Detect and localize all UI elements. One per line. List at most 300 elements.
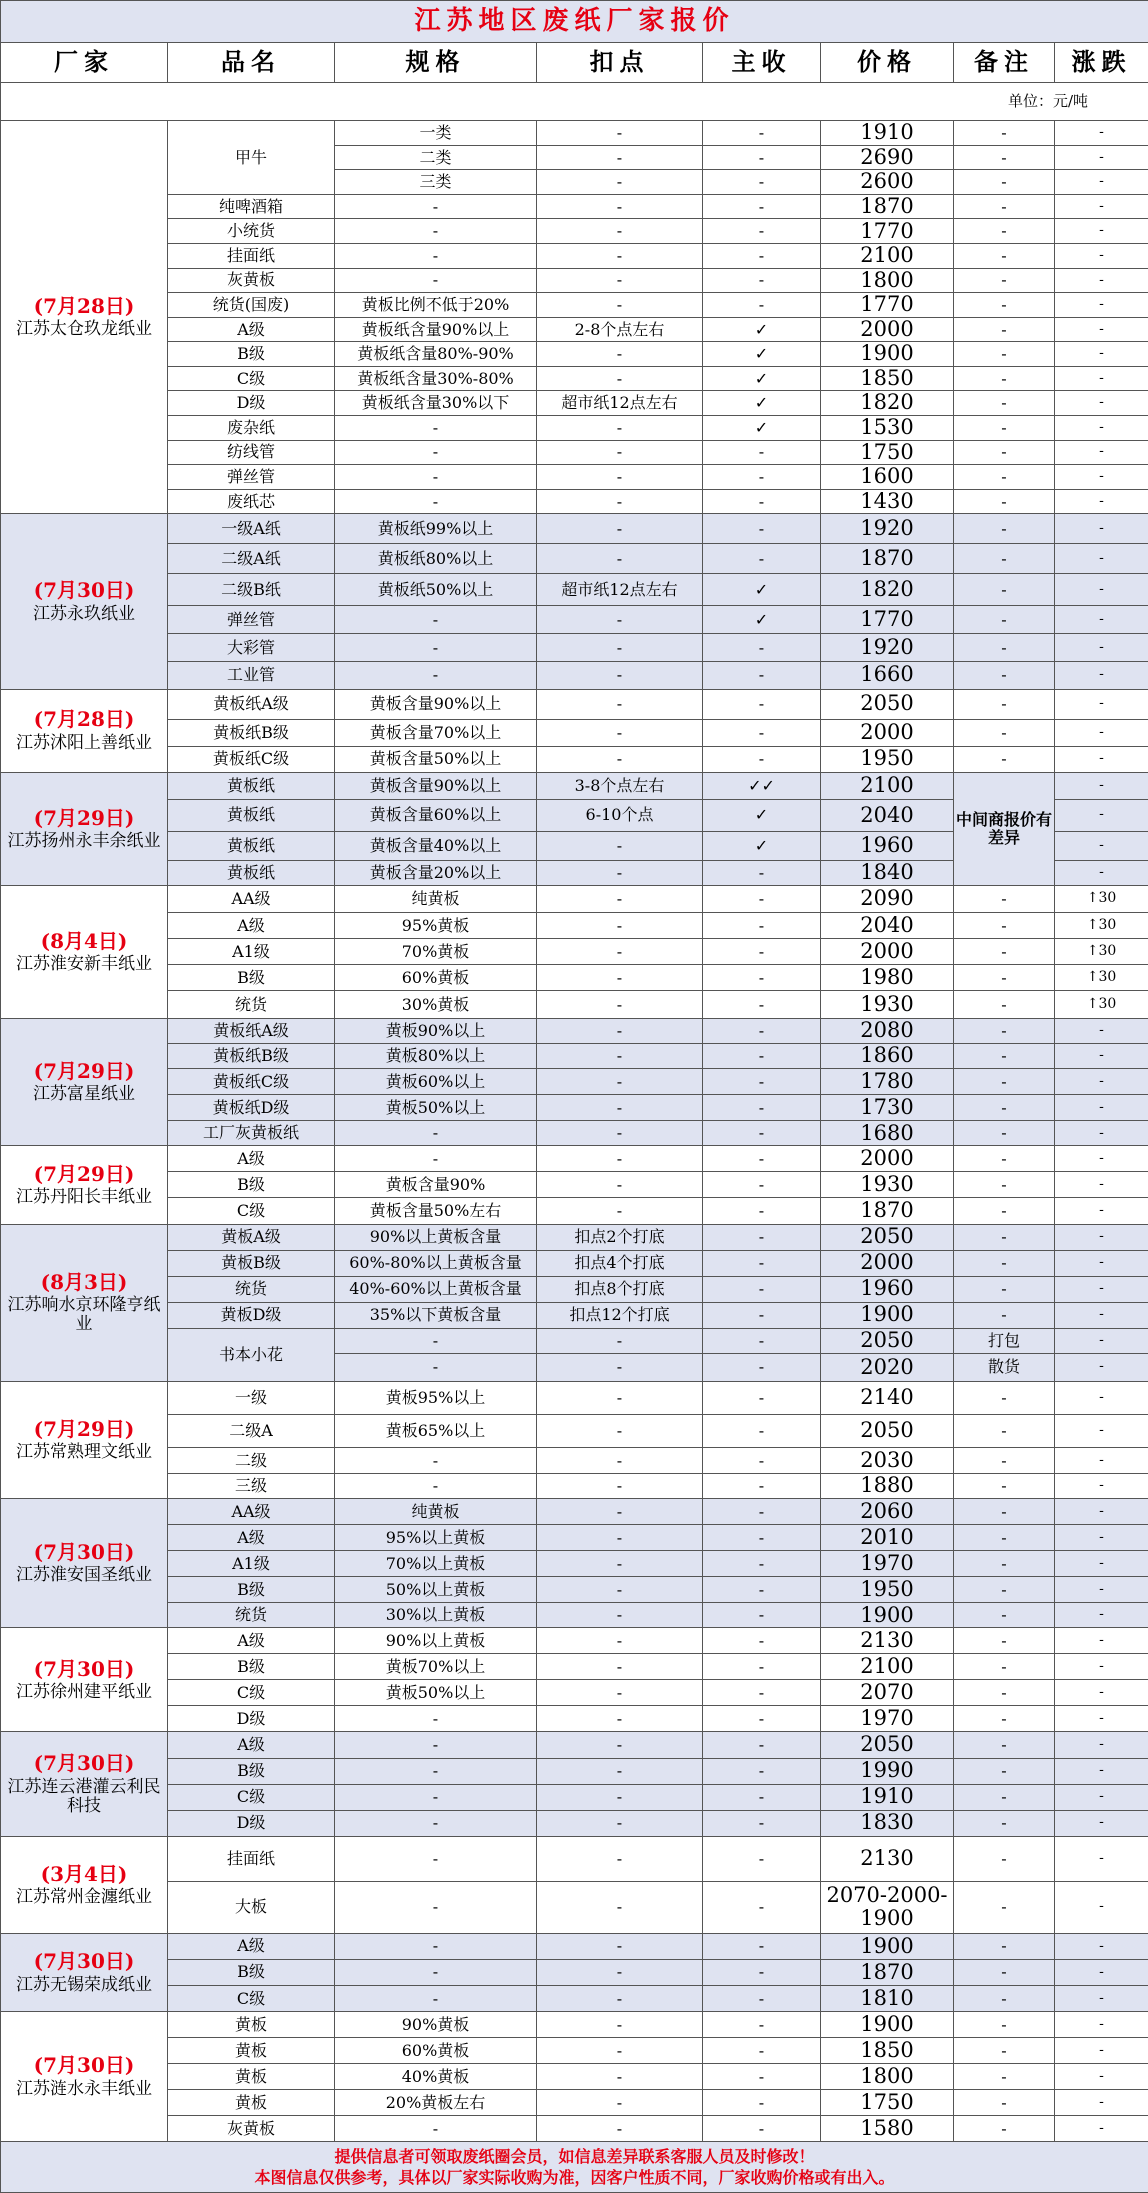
- deduct-cell: -: [537, 1603, 703, 1628]
- table-row: [1, 194, 1148, 219]
- price-cell: 2000: [821, 1146, 954, 1172]
- deduct-cell: -: [537, 194, 703, 219]
- product-cell: 黄板纸A级: [168, 1019, 335, 1044]
- product-cell: A级: [168, 1933, 335, 1959]
- spec-cell: 40%黄板: [335, 2064, 537, 2090]
- price-cell: 1800: [821, 2064, 954, 2090]
- deduct-cell: -: [537, 1044, 703, 1069]
- change-cell: -: [1055, 415, 1148, 440]
- main-cell: -: [703, 1732, 821, 1758]
- main-cell: -: [703, 1250, 821, 1276]
- main-cell: ✓: [703, 574, 821, 606]
- deduct-cell: -: [537, 1447, 703, 1473]
- header-price: 价格: [821, 43, 954, 83]
- note-cell: 散货: [954, 1353, 1055, 1381]
- product-cell: C级: [168, 1197, 335, 1224]
- change-cell: -: [1055, 219, 1148, 244]
- main-cell: -: [703, 1525, 821, 1551]
- note-cell: -: [954, 1381, 1055, 1414]
- table-row: [1, 1499, 1148, 1525]
- spec-cell: 黄板95%以上: [335, 1381, 537, 1414]
- spec-cell: -: [335, 1474, 537, 1499]
- change-cell: -: [1055, 1276, 1148, 1302]
- change-cell: -: [1055, 170, 1148, 195]
- table-row: [1, 1095, 1148, 1121]
- deduct-cell: -: [537, 939, 703, 965]
- product-cell: 黄板纸C级: [168, 1069, 335, 1095]
- product-cell: A1级: [168, 1551, 335, 1577]
- deduct-cell: -: [537, 1019, 703, 1044]
- spec-cell: -: [335, 1933, 537, 1959]
- deduct-cell: 扣点4个打底: [537, 1250, 703, 1276]
- table-row: [1, 689, 1148, 719]
- product-cell: 黄板纸B级: [168, 719, 335, 746]
- table-row: [1, 293, 1148, 318]
- factory-date: (8月3日): [40, 1269, 128, 1294]
- deduct-cell: -: [537, 1680, 703, 1706]
- change-cell: -: [1055, 1933, 1148, 1959]
- main-cell: -: [703, 1985, 821, 2011]
- main-cell: -: [703, 746, 821, 772]
- note-cell: -: [954, 293, 1055, 318]
- deduct-cell: -: [537, 145, 703, 170]
- change-cell: -: [1055, 1121, 1148, 1146]
- price-cell: 2050: [821, 1224, 954, 1250]
- change-cell: -: [1055, 661, 1148, 689]
- price-cell: 1910: [821, 121, 954, 146]
- table-row: [1, 912, 1148, 938]
- table-row: [1, 1328, 1148, 1353]
- main-cell: -: [703, 634, 821, 661]
- factory-date: (3月4日): [40, 1861, 128, 1886]
- product-cell: 黄板纸: [168, 831, 335, 860]
- table-row: [1, 415, 1148, 440]
- spec-cell: 黄板70%以上: [335, 1654, 537, 1680]
- factory-name: 江苏沭阳上善纸业: [16, 732, 152, 753]
- deduct-cell: -: [537, 991, 703, 1019]
- product-cell: 纯啤酒箱: [168, 194, 335, 219]
- table-row: [1, 342, 1148, 367]
- product-cell: 黄板D级: [168, 1302, 335, 1328]
- note-cell: -: [954, 1881, 1055, 1933]
- change-cell: -: [1055, 2064, 1148, 2090]
- deduct-cell: -: [537, 1328, 703, 1353]
- price-cell: 1770: [821, 606, 954, 634]
- change-cell: -: [1055, 1706, 1148, 1732]
- change-cell: -: [1055, 1447, 1148, 1473]
- main-cell: ✓: [703, 366, 821, 391]
- change-cell: -: [1055, 440, 1148, 465]
- price-cell: 1960: [821, 1276, 954, 1302]
- price-cell: 1530: [821, 415, 954, 440]
- main-cell: -: [703, 1603, 821, 1628]
- main-cell: -: [703, 1628, 821, 1654]
- main-cell: -: [703, 1044, 821, 1069]
- price-cell: 2050: [821, 1732, 954, 1758]
- deduct-cell: -: [537, 1758, 703, 1784]
- main-cell: -: [703, 544, 821, 574]
- change-cell: -: [1055, 1095, 1148, 1121]
- table-row: [1, 1577, 1148, 1603]
- deduct-cell: -: [537, 2012, 703, 2038]
- main-cell: -: [703, 939, 821, 965]
- note-cell: -: [954, 574, 1055, 606]
- price-cell: 2030: [821, 1447, 954, 1473]
- factory-name: 江苏富星纸业: [33, 1084, 135, 1105]
- spec-cell: 二类: [335, 145, 537, 170]
- change-cell: -: [1055, 1985, 1148, 2011]
- product-cell: AA级: [168, 885, 335, 912]
- note-cell: -: [954, 121, 1055, 146]
- note-cell: -: [954, 689, 1055, 719]
- change-cell: -: [1055, 2012, 1148, 2038]
- note-cell: -: [954, 1447, 1055, 1473]
- note-cell: -: [954, 1784, 1055, 1810]
- deduct-cell: 2-8个点左右: [537, 317, 703, 342]
- note-cell: -: [954, 544, 1055, 574]
- spec-cell: 90%以上黄板: [335, 1628, 537, 1654]
- main-cell: -: [703, 219, 821, 244]
- table-row: [1, 1146, 1148, 1172]
- note-cell: -: [954, 1197, 1055, 1224]
- note-cell: -: [954, 440, 1055, 465]
- factory-name: 江苏常州金瀍纸业: [16, 1886, 152, 1907]
- header-product: 品名: [168, 43, 335, 83]
- main-cell: -: [703, 2064, 821, 2090]
- table-row: [1, 1121, 1148, 1146]
- spec-cell: -: [335, 1810, 537, 1836]
- main-cell: -: [703, 1224, 821, 1250]
- deduct-cell: -: [537, 1732, 703, 1758]
- main-cell: -: [703, 885, 821, 912]
- product-cell: 黄板纸: [168, 799, 335, 831]
- table-row: [1, 1706, 1148, 1732]
- table-row: [1, 2038, 1148, 2064]
- spec-cell: 黄板纸含量90%以上: [335, 317, 537, 342]
- change-cell: -: [1055, 1250, 1148, 1276]
- header-deduct: 扣点: [537, 43, 703, 83]
- note-cell: -: [954, 965, 1055, 991]
- main-cell: -: [703, 1933, 821, 1959]
- note-cell: -: [954, 1250, 1055, 1276]
- change-cell: -: [1055, 1603, 1148, 1628]
- price-cell: 2140: [821, 1381, 954, 1414]
- table-row: [1, 2064, 1148, 2090]
- table-row: [1, 121, 1148, 146]
- factory-date: (7月29日): [33, 1059, 135, 1084]
- deduct-cell: -: [537, 544, 703, 574]
- factory-date: (7月30日): [33, 1539, 135, 1564]
- spec-cell: 黄板含量50%以上: [335, 746, 537, 772]
- product-cell: C级: [168, 1985, 335, 2011]
- table-row: [1, 661, 1148, 689]
- price-cell: 2130: [821, 1836, 954, 1881]
- price-cell: 1870: [821, 1959, 954, 1985]
- note-cell: -: [954, 194, 1055, 219]
- note-cell: -: [954, 342, 1055, 367]
- main-cell: -: [703, 1551, 821, 1577]
- price-cell: 2020: [821, 1353, 954, 1381]
- note-cell: -: [954, 1044, 1055, 1069]
- factory-date: (7月29日): [33, 805, 135, 830]
- main-cell: ✓: [703, 342, 821, 367]
- price-cell: 2050: [821, 1328, 954, 1353]
- factory-cell: [1, 121, 168, 514]
- change-cell: -: [1055, 1019, 1148, 1044]
- product-cell: A级: [168, 317, 335, 342]
- factory-date: (7月30日): [33, 1751, 135, 1776]
- product-cell: 黄板纸: [168, 860, 335, 885]
- factory-name: 江苏常熟理文纸业: [16, 1442, 152, 1463]
- deduct-cell: -: [537, 661, 703, 689]
- note-cell: -: [954, 1836, 1055, 1881]
- table-row: [1, 1414, 1148, 1447]
- main-cell: -: [703, 489, 821, 514]
- spec-cell: 30%黄板: [335, 991, 537, 1019]
- product-cell: 黄板: [168, 2012, 335, 2038]
- change-cell: -: [1055, 634, 1148, 661]
- spec-cell: -: [335, 1985, 537, 2011]
- change-cell: -: [1055, 2090, 1148, 2116]
- price-cell: 1920: [821, 514, 954, 544]
- price-cell: 2600: [821, 170, 954, 195]
- deduct-cell: -: [537, 2090, 703, 2116]
- change-cell: -: [1055, 1146, 1148, 1172]
- deduct-cell: 扣点8个打底: [537, 1276, 703, 1302]
- change-cell: -: [1055, 799, 1148, 831]
- deduct-cell: -: [537, 244, 703, 269]
- deduct-cell: -: [537, 1172, 703, 1197]
- main-cell: -: [703, 1302, 821, 1328]
- table-row: [1, 991, 1148, 1019]
- change-cell: -: [1055, 1172, 1148, 1197]
- table-row: [1, 2090, 1148, 2116]
- note-cell: -: [954, 1680, 1055, 1706]
- change-cell: -: [1055, 1069, 1148, 1095]
- spec-cell: 90%以上黄板含量: [335, 1224, 537, 1250]
- spec-cell: -: [335, 268, 537, 293]
- deduct-cell: 超市纸12点左右: [537, 391, 703, 416]
- price-cell: 2130: [821, 1628, 954, 1654]
- footer-row: [1, 2142, 1148, 2193]
- note-cell: -: [954, 661, 1055, 689]
- spec-cell: -: [335, 1121, 537, 1146]
- header-factory: 厂家: [1, 43, 168, 83]
- main-cell: -: [703, 719, 821, 746]
- note-cell: -: [954, 1933, 1055, 1959]
- spec-cell: 黄板含量20%以上: [335, 860, 537, 885]
- spec-cell: -: [335, 1881, 537, 1933]
- spec-cell: -: [335, 1706, 537, 1732]
- change-cell: -: [1055, 860, 1148, 885]
- note-cell: -: [954, 391, 1055, 416]
- factory-name: 江苏太仓玖龙纸业: [16, 319, 152, 340]
- price-cell: 1820: [821, 391, 954, 416]
- factory-date: (7月30日): [33, 578, 135, 603]
- footer-line: 提供信息者可领取废纸圈会员，如信息差异联系客服人员及时修改！: [334, 2146, 815, 2166]
- main-cell: -: [703, 465, 821, 490]
- price-cell: 2080: [821, 1019, 954, 1044]
- product-cell: D级: [168, 391, 335, 416]
- spec-cell: 20%黄板左右: [335, 2090, 537, 2116]
- price-cell: 1950: [821, 746, 954, 772]
- note-cell: -: [954, 1810, 1055, 1836]
- change-cell: ↑30: [1055, 991, 1148, 1019]
- table-row: [1, 1881, 1148, 1933]
- main-cell: -: [703, 145, 821, 170]
- product-cell: 黄板纸C级: [168, 746, 335, 772]
- change-cell: -: [1055, 1197, 1148, 1224]
- price-cell: 1780: [821, 1069, 954, 1095]
- note-cell: 中间商报价有差异: [954, 772, 1055, 885]
- spec-cell: -: [335, 1784, 537, 1810]
- product-cell: 统货(国废): [168, 293, 335, 318]
- note-cell: -: [954, 912, 1055, 938]
- product-cell: A1级: [168, 939, 335, 965]
- price-cell: 1960: [821, 831, 954, 860]
- product-cell: 统货: [168, 991, 335, 1019]
- price-cell: 1900: [821, 1302, 954, 1328]
- change-cell: -: [1055, 1680, 1148, 1706]
- main-cell: -: [703, 2116, 821, 2142]
- table-row: [1, 1551, 1148, 1577]
- spec-cell: 黄板80%以上: [335, 1044, 537, 1069]
- table-row: [1, 2116, 1148, 2142]
- main-cell: -: [703, 1680, 821, 1706]
- unit-label: 单位：元/吨: [1, 83, 1148, 121]
- factory-cell: [1, 1628, 168, 1732]
- change-cell: -: [1055, 1810, 1148, 1836]
- spec-cell: 黄板纸99%以上: [335, 514, 537, 544]
- spec-cell: 黄板纸含量30%-80%: [335, 366, 537, 391]
- main-cell: ✓✓: [703, 772, 821, 799]
- price-table-body: [1, 1, 1148, 2193]
- product-cell: B级: [168, 965, 335, 991]
- price-cell: 2100: [821, 772, 954, 799]
- product-cell: 黄板: [168, 2090, 335, 2116]
- note-cell: -: [954, 1414, 1055, 1447]
- main-cell: -: [703, 991, 821, 1019]
- spec-cell: -: [335, 465, 537, 490]
- price-cell: 1910: [821, 1784, 954, 1810]
- deduct-cell: -: [537, 1069, 703, 1095]
- product-cell: 黄板A级: [168, 1224, 335, 1250]
- main-cell: -: [703, 1654, 821, 1680]
- product-cell: 三级: [168, 1474, 335, 1499]
- spec-cell: 70%黄板: [335, 939, 537, 965]
- deduct-cell: -: [537, 1654, 703, 1680]
- factory-name: 江苏响水京环隆亨纸业: [7, 1295, 161, 1335]
- main-cell: -: [703, 1881, 821, 1933]
- product-cell: 废纸芯: [168, 489, 335, 514]
- product-cell: 小统货: [168, 219, 335, 244]
- table-row: [1, 514, 1148, 544]
- table-row: [1, 1836, 1148, 1881]
- price-cell: 2040: [821, 799, 954, 831]
- table-row: [1, 772, 1148, 799]
- table-row: [1, 939, 1148, 965]
- table-row: [1, 1959, 1148, 1985]
- product-cell: 弹丝管: [168, 465, 335, 490]
- deduct-cell: -: [537, 440, 703, 465]
- factory-name: 江苏无锡荣成纸业: [16, 1974, 152, 1995]
- change-cell: -: [1055, 1525, 1148, 1551]
- change-cell: -: [1055, 544, 1148, 574]
- main-cell: -: [703, 121, 821, 146]
- price-cell: 1660: [821, 661, 954, 689]
- change-cell: -: [1055, 1959, 1148, 1985]
- factory-cell: [1, 1499, 168, 1628]
- note-cell: -: [954, 2038, 1055, 2064]
- table-row: [1, 1732, 1148, 1758]
- spec-cell: 60%黄板: [335, 965, 537, 991]
- note-cell: -: [954, 489, 1055, 514]
- deduct-cell: -: [537, 1353, 703, 1381]
- deduct-cell: 扣点12个打底: [537, 1302, 703, 1328]
- factory-name: 江苏扬州永丰余纸业: [7, 831, 161, 851]
- change-cell: -: [1055, 1628, 1148, 1654]
- price-cell: 1870: [821, 1197, 954, 1224]
- price-cell: 1900: [821, 2012, 954, 2038]
- change-cell: -: [1055, 1881, 1148, 1933]
- factory-cell: [1, 885, 168, 1018]
- product-cell: A级: [168, 1146, 335, 1172]
- change-cell: ↑30: [1055, 885, 1148, 912]
- note-cell: -: [954, 1095, 1055, 1121]
- note-cell: -: [954, 2090, 1055, 2116]
- change-cell: -: [1055, 719, 1148, 746]
- spec-cell: 黄板纸含量30%以下: [335, 391, 537, 416]
- product-cell: 黄板纸: [168, 772, 335, 799]
- deduct-cell: -: [537, 965, 703, 991]
- price-cell: 2070: [821, 1680, 954, 1706]
- deduct-cell: -: [537, 514, 703, 544]
- table-row: [1, 544, 1148, 574]
- spec-cell: 70%以上黄板: [335, 1551, 537, 1577]
- price-cell: 1970: [821, 1551, 954, 1577]
- change-cell: -: [1055, 1551, 1148, 1577]
- change-cell: -: [1055, 1414, 1148, 1447]
- table-row: [1, 606, 1148, 634]
- change-cell: -: [1055, 1732, 1148, 1758]
- table-row: [1, 1447, 1148, 1473]
- factory-cell: [1, 2012, 168, 2142]
- spec-cell: -: [335, 440, 537, 465]
- change-cell: -: [1055, 2038, 1148, 2064]
- main-cell: -: [703, 1146, 821, 1172]
- main-cell: -: [703, 1959, 821, 1985]
- spec-cell: 三类: [335, 170, 537, 195]
- spec-cell: -: [335, 489, 537, 514]
- deduct-cell: -: [537, 1985, 703, 2011]
- product-cell: B级: [168, 1577, 335, 1603]
- table-row: [1, 1525, 1148, 1551]
- deduct-cell: -: [537, 1474, 703, 1499]
- spec-cell: -: [335, 606, 537, 634]
- deduct-cell: 6-10个点: [537, 799, 703, 831]
- spec-cell: -: [335, 244, 537, 269]
- deduct-cell: -: [537, 606, 703, 634]
- main-cell: -: [703, 194, 821, 219]
- product-cell: C级: [168, 366, 335, 391]
- spec-cell: 黄板纸80%以上: [335, 544, 537, 574]
- note-cell: -: [954, 317, 1055, 342]
- price-cell: 2040: [821, 912, 954, 938]
- main-cell: ✓: [703, 606, 821, 634]
- spec-cell: 40%-60%以上黄板含量: [335, 1276, 537, 1302]
- price-cell: 1770: [821, 293, 954, 318]
- price-cell: 1970: [821, 1706, 954, 1732]
